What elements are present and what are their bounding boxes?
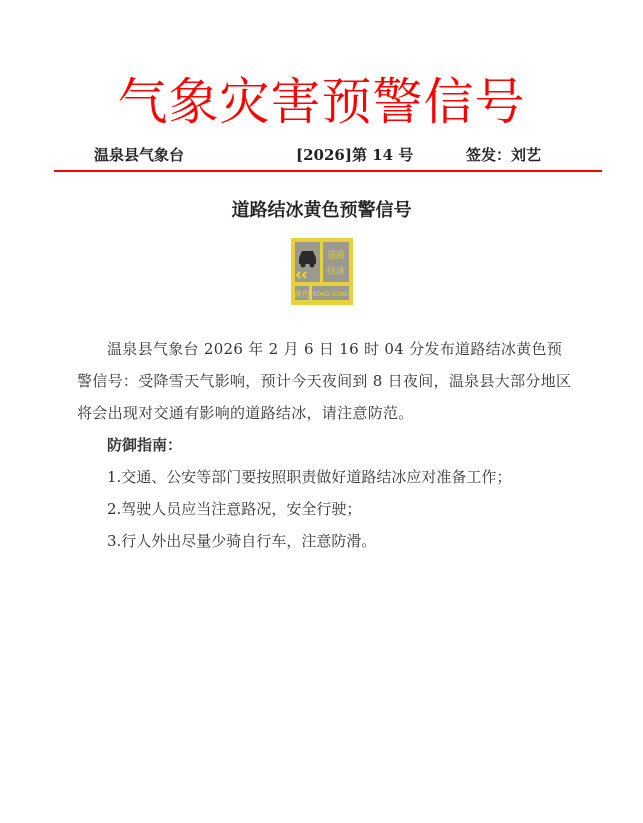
signal-top-text-1: 道路 (326, 251, 346, 261)
issuer-label: 温泉县气象台 (94, 146, 185, 164)
signer-label: 签发：刘艺 (466, 146, 542, 164)
road-icing-warning-icon (291, 238, 353, 305)
masthead-title: 气象灾害预警信号 (117, 73, 526, 131)
issue-meta-row (0, 144, 643, 166)
guidance-item: 1.交通、公安等部门要按照职责做好道路结冰应对准备工作； (107, 468, 512, 486)
guidance-heading: 防御指南： (107, 436, 183, 454)
warning-paragraph: 温泉县气象台 2026 年 2 月 6 日 16 时 04 分发布道路结冰黄色预警信号：受降雪天气影响，预计今天夜间到 8 日夜间，温泉县大部分地区将会出现对交通有影响的道路结冰，请注意防范。 (77, 340, 572, 422)
red-divider (54, 170, 602, 172)
warning-title: 道路结冰黄色预警信号 (231, 200, 412, 221)
warning-body (77, 333, 577, 557)
signal-top-text-2: 结冰 (326, 267, 346, 277)
guidance-item: 2.驾驶人员应当注意路况，安全行驶； (107, 500, 362, 518)
guidance-item: 3.行人外出尽量少骑自行车，注意防滑。 (107, 532, 377, 550)
issue-number: [2026]第 14 号 (296, 146, 414, 164)
signal-bottom-en: ROAD ICING (312, 291, 349, 298)
signal-bottom-cn: 黄色 (294, 290, 310, 299)
